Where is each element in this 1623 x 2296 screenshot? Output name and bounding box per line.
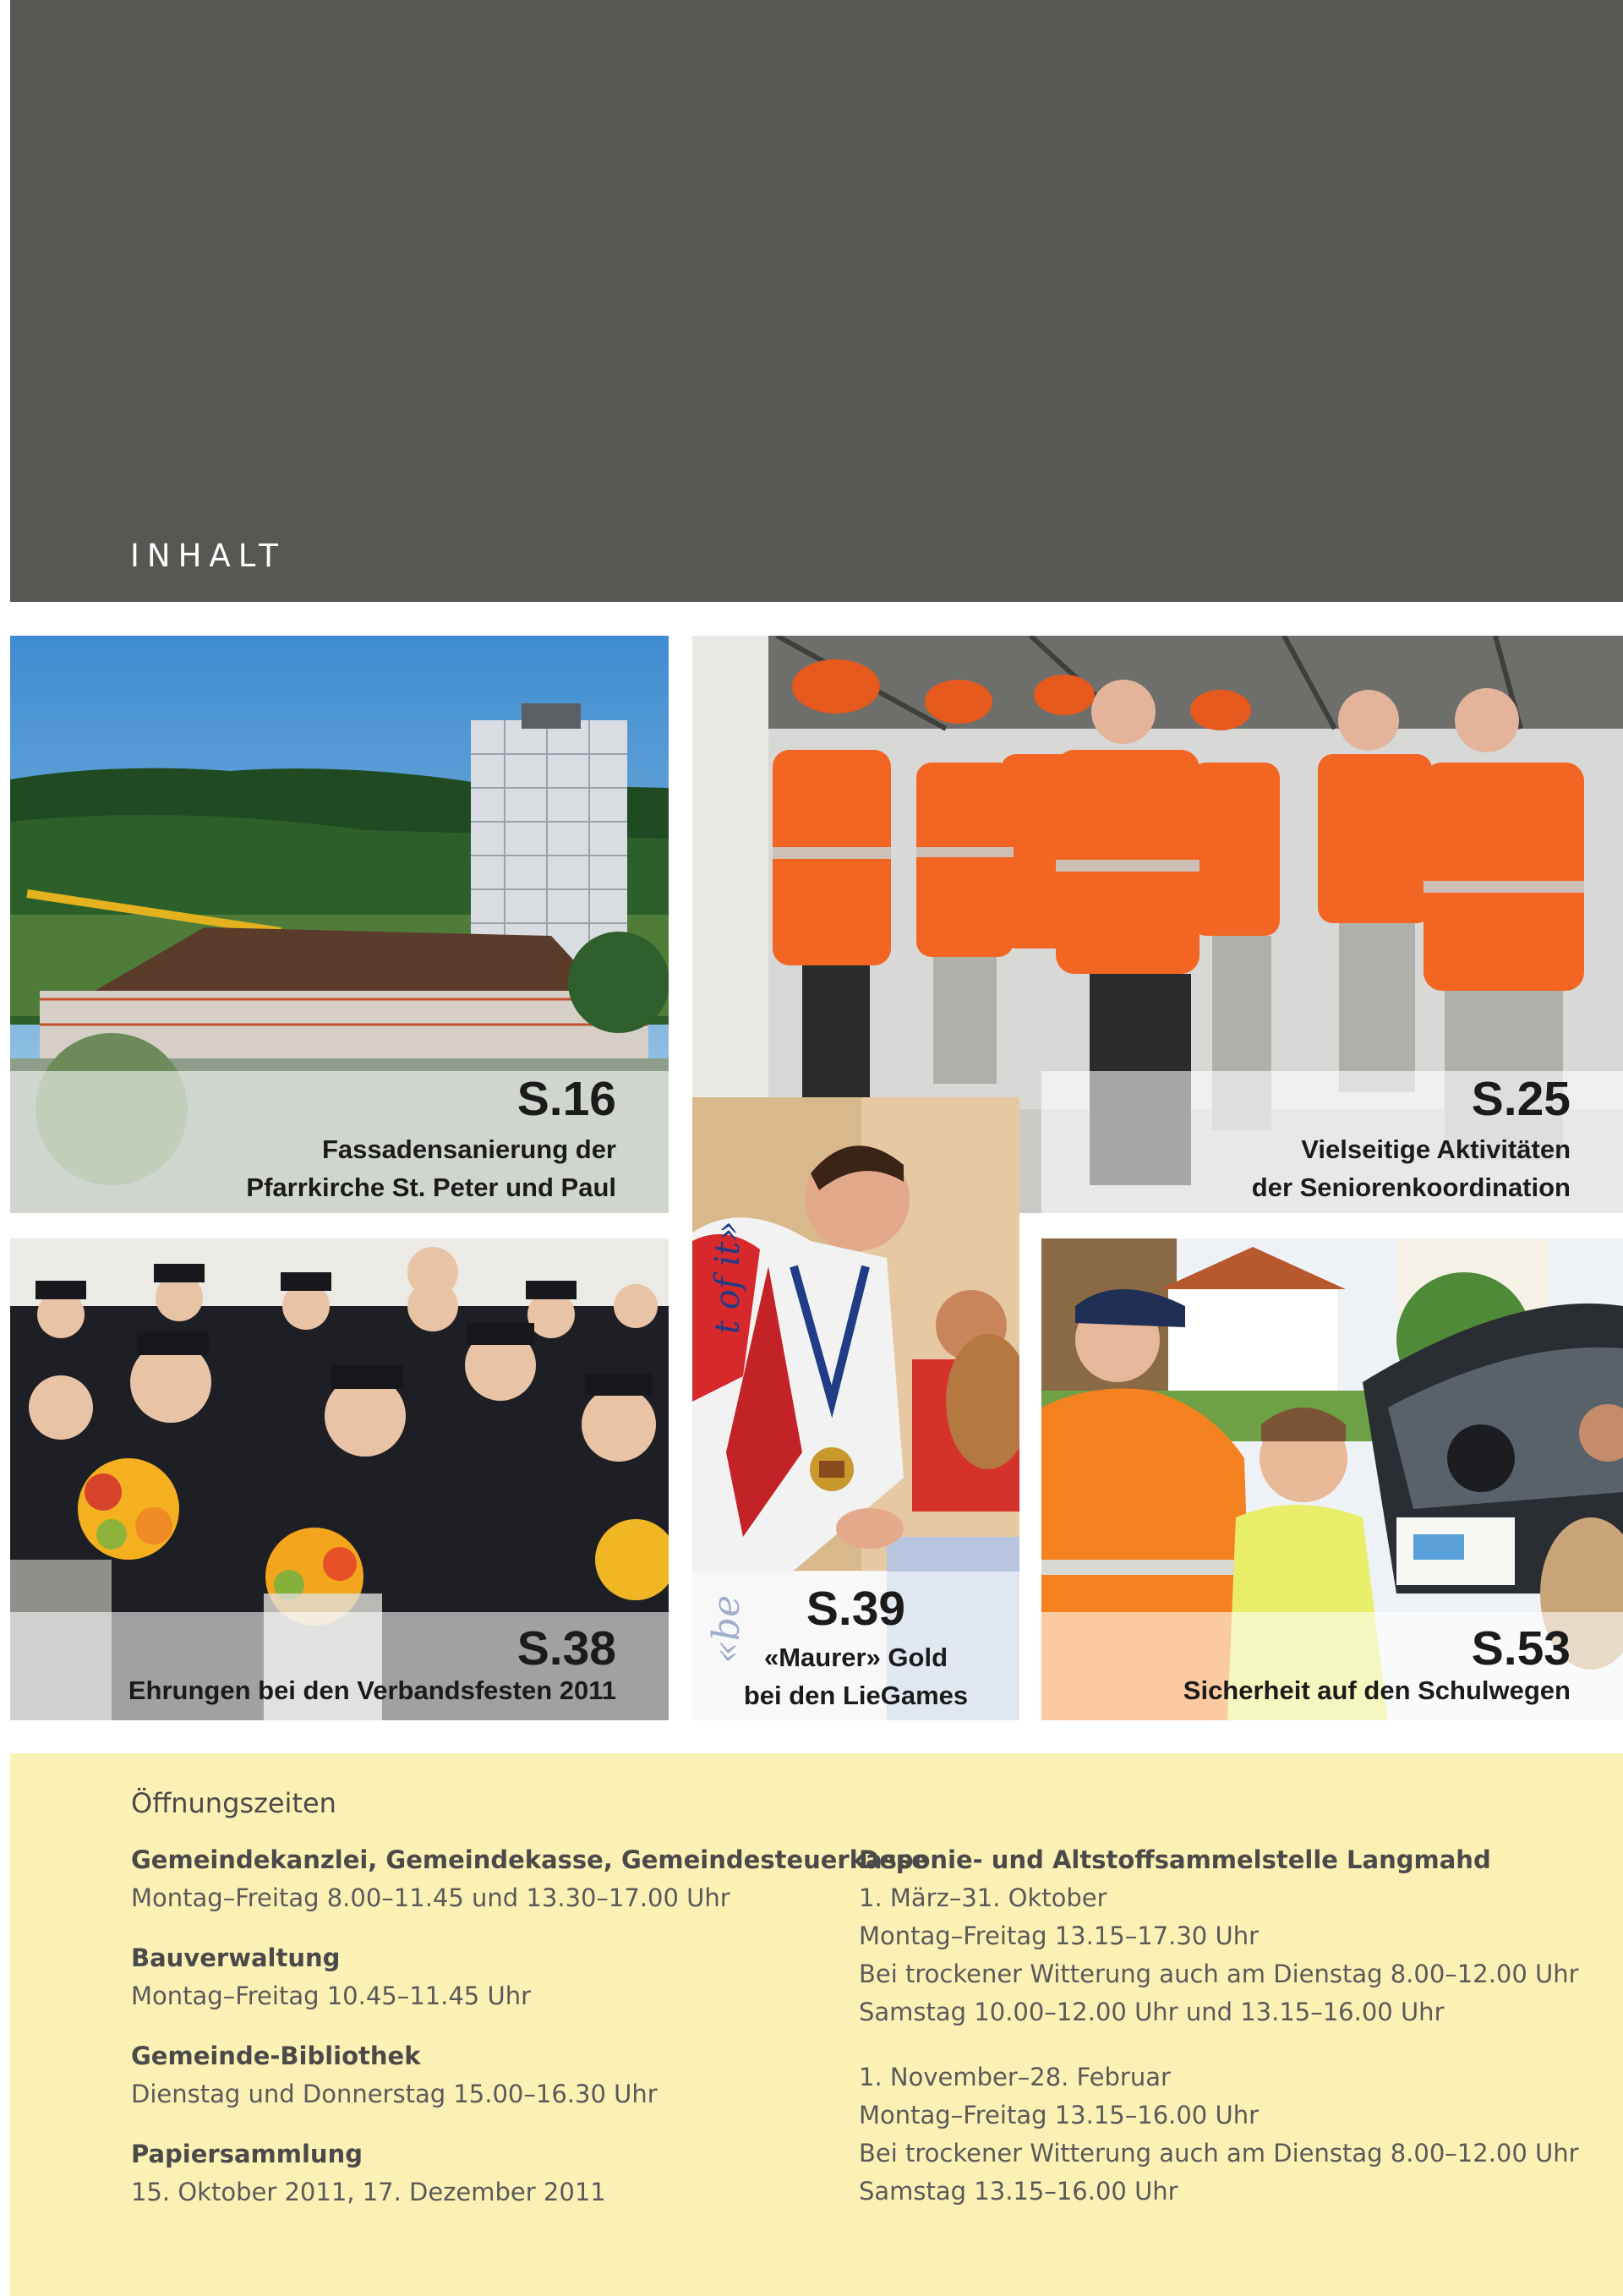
opening-hours-heading: Öffnungszeiten — [131, 1787, 336, 1819]
tile-caption — [1183, 1671, 1571, 1709]
hours-block — [131, 1939, 928, 2015]
page-number: S.39 — [806, 1582, 906, 1636]
opening-hours-panel — [10, 1753, 1623, 2296]
hours-line: Montag–Freitag 13.15–17.30 Uhr — [859, 1922, 1260, 1950]
caption-line: bei den LieGames — [743, 1681, 969, 1710]
hours-line: 1. November–28. Februar — [859, 2063, 1171, 2091]
page-title: INHALT — [130, 538, 286, 574]
tile-s39[interactable] — [692, 1097, 1019, 1720]
hours-label: Bauverwaltung — [131, 1943, 341, 1972]
hours-label: Gemeindekanzlei, Gemeindekasse, Gemeindesteuerkasse — [131, 1845, 928, 1874]
hours-line: Montag–Freitag 13.15–16.00 Uhr — [859, 2101, 1260, 2129]
tile-caption — [246, 1130, 616, 1206]
hours-line: 1. März–31. Oktober — [859, 1883, 1107, 1912]
tile-caption — [1252, 1130, 1571, 1206]
hours-line: Bei trockener Witterung auch am Dienstag 8.00–12.00 Uhr — [859, 1960, 1579, 1988]
tile-caption — [128, 1671, 616, 1709]
caption-line: Vielseitige Aktivitäten — [1301, 1134, 1571, 1164]
caption-line: Ehrungen bei den Verbandsfesten 2011 — [128, 1676, 616, 1705]
tile-caption — [692, 1638, 1019, 1714]
caption-line: Sicherheit auf den Schulwegen — [1183, 1676, 1571, 1705]
hours-label: Papiersammlung — [131, 2140, 363, 2168]
svg-text:t of it»: t of it» — [708, 1221, 747, 1334]
caption-line: der Seniorenkoordination — [1251, 1173, 1571, 1202]
hours-line: Montag–Freitag 10.45–11.45 Uhr — [131, 1982, 532, 2010]
header-banner — [10, 0, 1623, 602]
hours-block — [131, 2037, 928, 2113]
page-number: S.16 — [516, 1072, 616, 1126]
hours-line: Samstag 13.15–16.00 Uhr — [859, 2177, 1178, 2206]
caption-line: Fassadensanierung der — [321, 1134, 616, 1164]
page-number: S.38 — [516, 1621, 616, 1676]
tile-s38[interactable] — [10, 1238, 669, 1720]
caption-line: Pfarrkirche St. Peter und Paul — [246, 1173, 616, 1202]
tile-s16[interactable] — [10, 636, 669, 1213]
page-number: S.53 — [1471, 1621, 1571, 1676]
hours-label: Deponie- und Altstoffsammelstelle Langmahd — [859, 1845, 1491, 1874]
tile-s53[interactable] — [1041, 1238, 1623, 1720]
spacer — [859, 2031, 1579, 2058]
hours-line: 15. Oktober 2011, 17. Dezember 2011 — [131, 2178, 606, 2206]
hours-block — [131, 1841, 928, 1917]
hours-line: Montag–Freitag 8.00–11.45 und 13.30–17.00 Uhr — [131, 1883, 730, 1912]
opening-hours-left-column — [131, 1841, 928, 2233]
hours-line: Bei trockener Witterung auch am Dienstag 8.00–12.00 Uhr — [859, 2139, 1579, 2168]
hours-block — [131, 2135, 928, 2211]
page-number: S.25 — [1471, 1072, 1571, 1126]
hours-line: Dienstag und Donnerstag 15.00–16.30 Uhr — [131, 2080, 658, 2108]
hours-label: Gemeinde-Bibliothek — [131, 2042, 421, 2070]
caption-line: «Maurer» Gold — [763, 1643, 948, 1672]
hours-line: Samstag 10.00–12.00 Uhr und 13.15–16.00 Uhr — [859, 1998, 1445, 2026]
opening-hours-right-column — [859, 1841, 1579, 2211]
